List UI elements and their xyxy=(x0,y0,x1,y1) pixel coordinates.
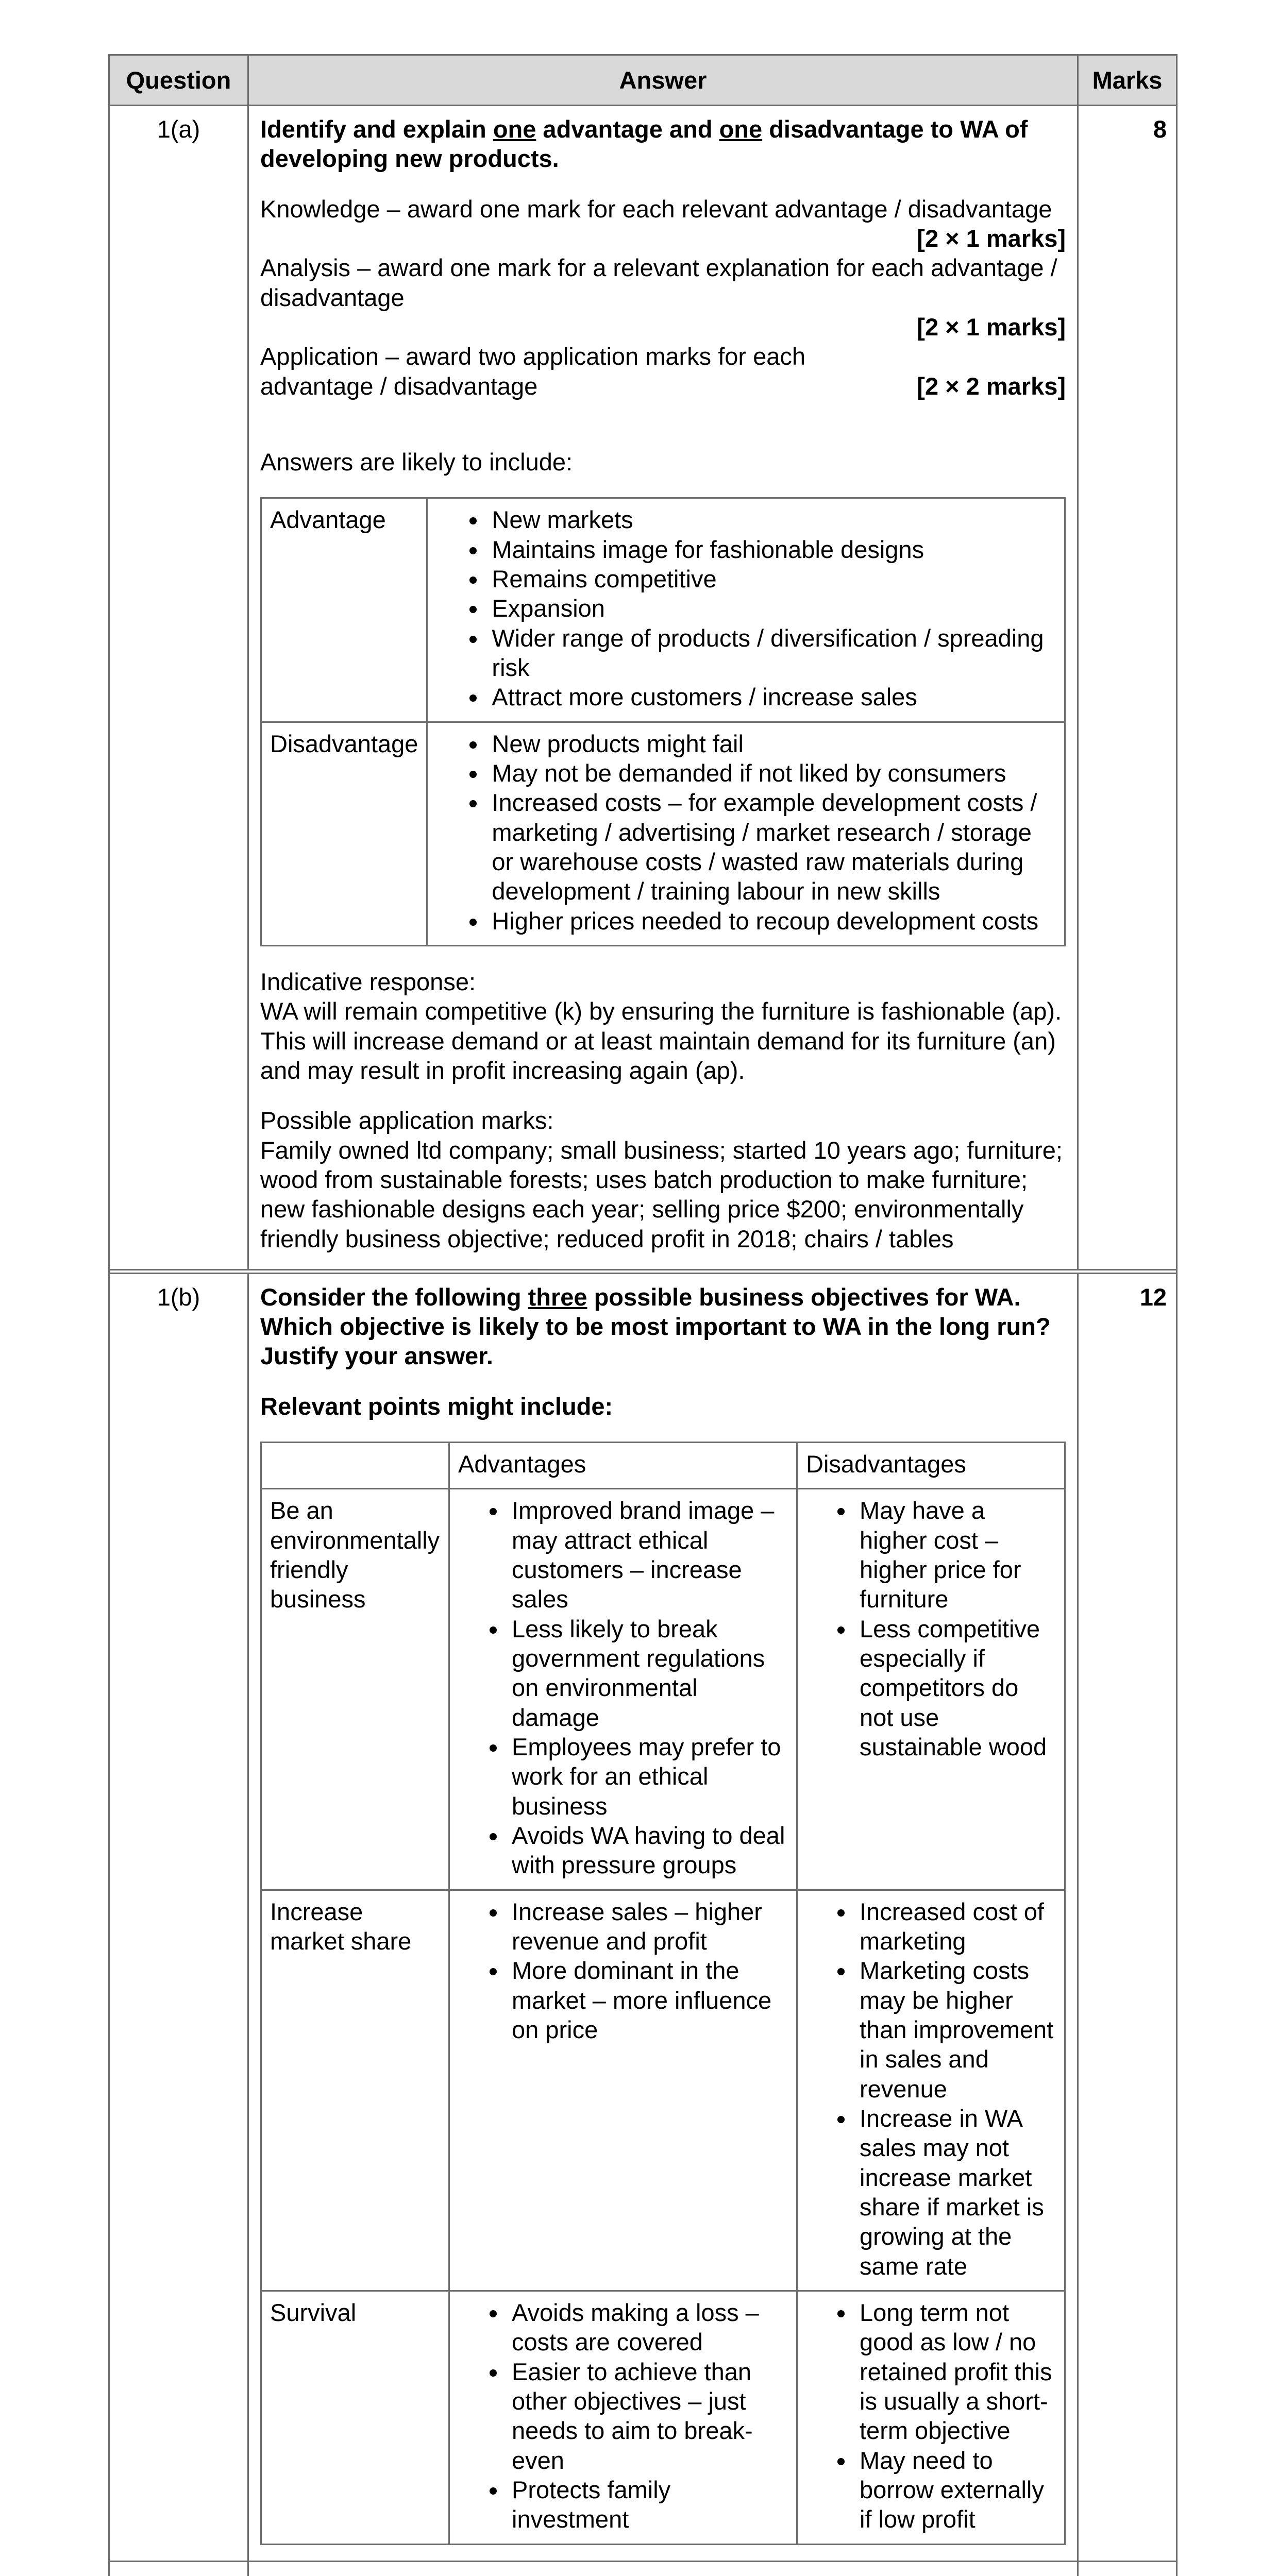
list-item: • Increased cost of marketing xyxy=(855,1897,1056,1956)
question-prompt xyxy=(260,114,1066,174)
list-item: • Protects family investment xyxy=(508,2475,788,2534)
application-criterion-row xyxy=(260,342,1066,401)
advantage-label: Advantage xyxy=(261,498,427,722)
objective-disadvantages xyxy=(797,1489,1065,1890)
objective-disadvantages xyxy=(797,2291,1065,2545)
header-marks: Marks xyxy=(1092,66,1163,94)
table-row xyxy=(261,1890,1065,2291)
prompt-text: Identify and explain xyxy=(260,115,493,143)
list-item: • Less likely to break government regulations on environmental damage xyxy=(508,1614,788,1732)
objective-label: Survival xyxy=(261,2291,449,2545)
list-item: • May not be demanded if not liked by consumers xyxy=(487,758,1056,788)
table-header xyxy=(110,56,1176,106)
list-item: • Increase in WA sales may not increase market share if market is growing at the same rate xyxy=(855,2104,1056,2281)
question-prompt xyxy=(260,1282,1066,1371)
marks-empty xyxy=(1079,2562,1176,2576)
objective-advantages xyxy=(449,2291,797,2545)
analysis-marks: [2 × 1 marks] xyxy=(917,313,1066,341)
indicative-title: Indicative response: xyxy=(260,968,476,995)
list-item: • New markets xyxy=(487,505,1056,534)
list-item: • Less competitive especially if competitors do not use sustainable wood xyxy=(855,1614,1056,1762)
list-item: • Increase sales – higher revenue and profit xyxy=(508,1897,788,1956)
list-item: • Employees may prefer to work for an ethical business xyxy=(508,1732,788,1821)
question-number-empty xyxy=(110,2562,249,2576)
application-text: Family owned ltd company; small business; started 10 years ago; furniture; wood from sustainable forests; uses batch production to make furniture; new fashionable designs each year; selling price $200; environmentally friendly business objective; reduced profit in 2018; chairs / tables xyxy=(260,1136,1063,1252)
row-levels xyxy=(110,2562,1176,2576)
list-item: • Marketing costs may be higher than improvement in sales and revenue xyxy=(855,1956,1056,2104)
list-item: • New products might fail xyxy=(487,729,1056,758)
disadvantages-header: Disadvantages xyxy=(797,1443,1065,1489)
header-answer: Answer xyxy=(249,56,1079,105)
table-row xyxy=(261,1489,1065,1890)
list-item: • Higher prices needed to recoup development costs xyxy=(487,906,1056,936)
list-item: • Long term not good as low / no retained profit this is usually a short-term objective xyxy=(855,2298,1056,2446)
knowledge-marks: [2 × 1 marks] xyxy=(917,224,1066,252)
objective-label: Increase market share xyxy=(261,1890,449,2291)
prompt-text: disadvantage to WA of developing new products. xyxy=(260,115,1028,173)
list-item: • Attract more customers / increase sales xyxy=(487,682,1056,711)
list-item: • Avoids WA having to deal with pressure groups xyxy=(508,1821,788,1880)
list-item: • Expansion xyxy=(487,594,1056,623)
header-question: Question xyxy=(110,56,249,105)
advantage-items xyxy=(427,498,1065,722)
list-item: • May need to borrow externally if low profit xyxy=(855,2446,1056,2534)
mark-scheme-table xyxy=(108,54,1178,2576)
application-title: Possible application marks: xyxy=(260,1107,554,1134)
disadvantage-label: Disadvantage xyxy=(261,722,427,945)
question-number: 1(b) xyxy=(110,1274,249,2561)
objectives-table xyxy=(260,1442,1066,2545)
table-row xyxy=(261,722,1065,945)
objective-label: Be an environmentally friendly business xyxy=(261,1489,449,1890)
adv-dis-table xyxy=(260,497,1066,946)
advantages-header: Advantages xyxy=(449,1443,797,1489)
list-item: • Wider range of products / diversification / spreading risk xyxy=(487,623,1056,683)
answer-cell xyxy=(249,2562,1079,2576)
question-marks: 12 xyxy=(1139,1283,1167,1311)
objective-advantages xyxy=(449,1890,797,2291)
table-row xyxy=(261,498,1065,722)
likely-heading: Answers are likely to include: xyxy=(260,448,573,476)
list-item: • Increased costs – for example development costs / marketing / advertising / market research / storage or warehouse costs / wasted raw materials during development / training labour in new skills xyxy=(487,788,1056,906)
objective-advantages xyxy=(449,1489,797,1890)
indicative-text: WA will remain competitive (k) by ensuring the furniture is fashionable (ap). This will increase demand or at least maintain demand for its furniture (an) and may result in profit increasing again (ap). xyxy=(260,997,1062,1084)
prompt-text: advantage and xyxy=(536,115,719,143)
prompt-underlined: three xyxy=(528,1283,587,1311)
application-marks: [2 × 2 marks] xyxy=(917,372,1066,400)
prompt-underlined: one xyxy=(493,115,536,143)
question-number: 1(a) xyxy=(110,106,249,1269)
answer-cell xyxy=(249,1274,1079,2561)
row-1b xyxy=(110,1274,1176,2562)
knowledge-criterion: Knowledge – award one mark for each relevant advantage / disadvantage xyxy=(260,195,1052,223)
objective-disadvantages xyxy=(797,1890,1065,2291)
table-row xyxy=(261,1443,1065,1489)
relevant-heading: Relevant points might include: xyxy=(260,1392,613,1420)
list-item: • Remains competitive xyxy=(487,564,1056,594)
table-row xyxy=(261,2291,1065,2545)
question-marks: 8 xyxy=(1153,115,1167,143)
disadvantage-items xyxy=(427,722,1065,945)
list-item: • More dominant in the market – more influence on price xyxy=(508,1956,788,2044)
list-item: • Maintains image for fashionable designs xyxy=(487,535,1056,564)
list-item: • Avoids making a loss – costs are covered xyxy=(508,2298,788,2357)
application-criterion: Application – award two application marks for each advantage / disadvantage xyxy=(260,343,806,400)
blank-header-cell xyxy=(261,1443,449,1489)
list-item: • Easier to achieve than other objectives – just needs to aim to break-even xyxy=(508,2357,788,2475)
prompt-underlined: one xyxy=(719,115,763,143)
analysis-criterion: Analysis – award one mark for a relevant explanation for each advantage / disadvantage xyxy=(260,254,1057,311)
row-1a xyxy=(110,106,1176,1274)
list-item: • May have a higher cost –higher price for furniture xyxy=(855,1496,1056,1614)
prompt-text: possible business objectives for WA. Which objective is likely to be most important to WA in the long run? Justify your answer. xyxy=(260,1283,1051,1370)
answer-cell xyxy=(249,106,1079,1269)
prompt-text: Consider the following xyxy=(260,1283,528,1311)
list-item: • Improved brand image – may attract ethical customers – increase sales xyxy=(508,1496,788,1614)
